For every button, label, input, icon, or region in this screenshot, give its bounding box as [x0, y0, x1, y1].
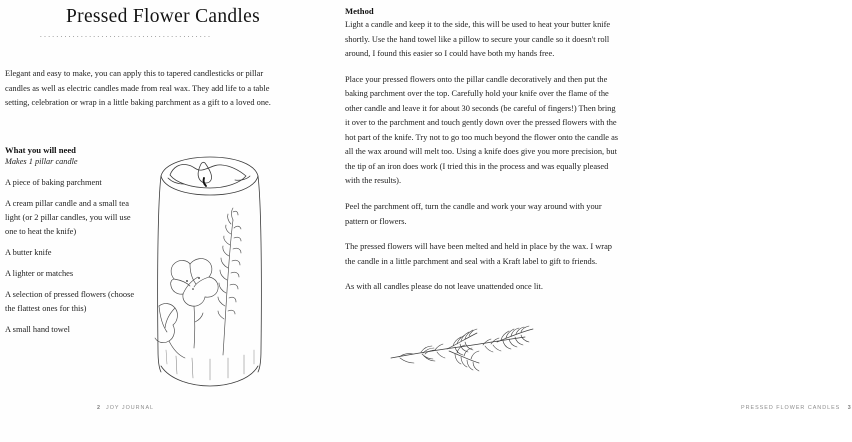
list-item: A butter knife [5, 248, 52, 258]
method-paragraph: Peel the parchment off, turn the candle and work your way around with your pattern or flowers. [345, 202, 602, 226]
method-heading: Method [345, 6, 374, 16]
page-title: Pressed Flower Candles [66, 6, 260, 27]
right-page [320, 0, 852, 442]
list-item: A piece of baking parchment [5, 178, 102, 187]
intro-paragraph: Elegant and easy to make, you can apply this to tapered candlesticks or pillar candles as well as electric candles made from real wax. They add life to a table setting, celebration or wrap in a little baking parchment as a gift to a loved one. [5, 69, 271, 108]
footer-label: PRESSED FLOWER CANDLES [741, 405, 841, 411]
list-item: A small hand towel [5, 324, 70, 334]
list-item: A selection of pressed flowers (choose the flattest ones for this) [5, 289, 135, 314]
footer-page-number: 3 [847, 405, 852, 411]
footer-page-number: 2 [97, 405, 101, 411]
right-page-footer [741, 405, 852, 411]
method-paragraph: Light a candle and keep it to the side, this will be used to heat your butter knife shortly. Use the hand towel like a pillow to secure your candle so it doesn't roll around, I found this easier so I could have both my hands free. [345, 20, 611, 59]
method-paragraph: The pressed flowers will have been melted and held in place by the wax. I wrap the candle in a little parchment and seal with a Kraft label to gift to friends. [345, 242, 612, 266]
materials-subheading: Makes 1 pillar candle [5, 157, 78, 166]
intro-text [5, 67, 275, 111]
botanical-sprig-illustration [385, 318, 580, 393]
pillar-candle-illustration [140, 150, 280, 390]
decorative-dotted-divider: .......................................... [40, 31, 213, 39]
list-item: A cream pillar candle and a small tea light (or 2 pillar candles, you will use one to heat the knife) [5, 198, 131, 237]
materials-list [5, 176, 135, 344]
materials-heading: What you will need [5, 145, 76, 155]
method-body [345, 18, 620, 295]
left-page [0, 0, 320, 442]
method-paragraph: As with all candles please do not leave unattended once lit. [345, 282, 543, 292]
left-page-footer [97, 405, 154, 411]
method-paragraph: Place your pressed flowers onto the pillar candle decoratively and then put the baking parchment over the top. Carefully hold your knife over the flame of the other candle and leave it for about 30 seconds (be careful of fingers!) Then bring it over to the parchment and touch gently down over the pressed flowers with the hot part of the knife. Try not to go too much beyond the flower onto the candle as all the wax around will melt too. Using a knife does give you more precision, but the tip of an iron does work (I tried this in the process and was equally pleased with the results). [345, 74, 619, 186]
list-item: A lighter or matches [5, 268, 74, 278]
footer-label: JOY JOURNAL [106, 405, 155, 411]
